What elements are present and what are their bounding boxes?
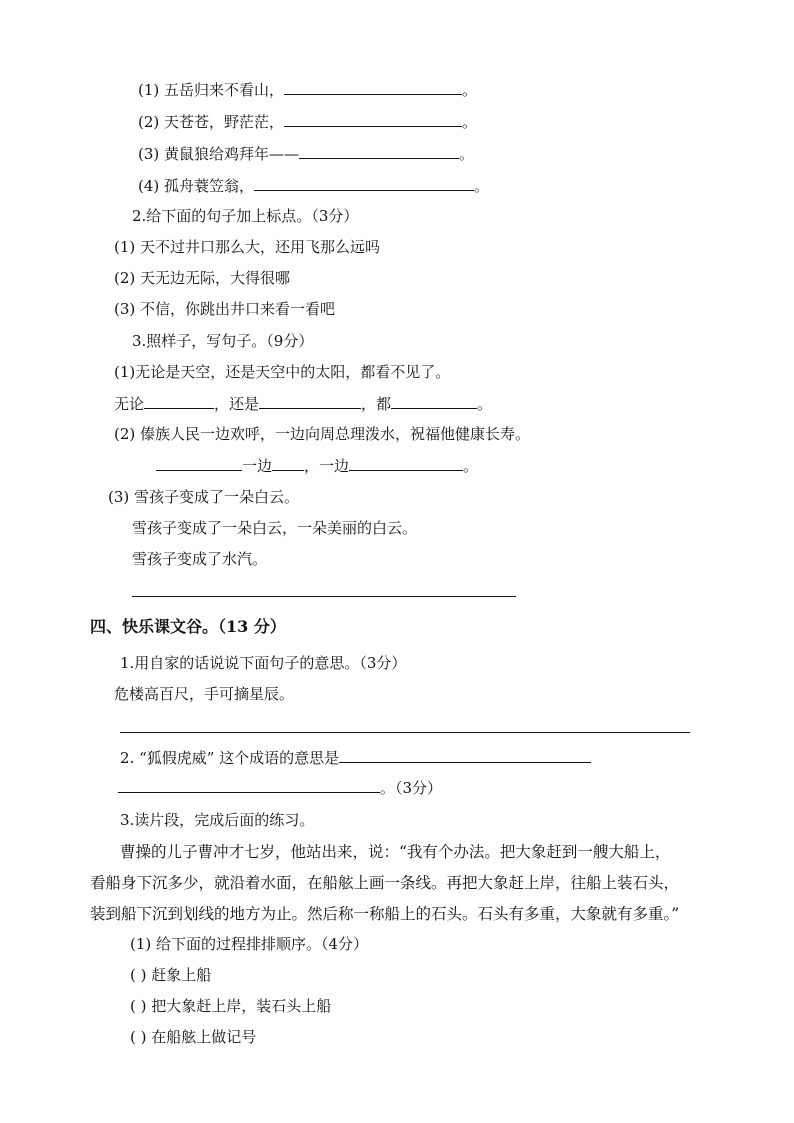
answer-blank[interactable] (299, 144, 459, 159)
q3-title: 3.照样子，写句子。（9分） (132, 332, 314, 350)
sec4-q3-title: 3.读片段，完成后面的练习。 (120, 811, 315, 829)
order-item[interactable]: ( ) 把大象赶上岸，装石头上船 (130, 997, 332, 1015)
answer-blank[interactable] (118, 778, 380, 793)
answer-blank[interactable] (259, 394, 361, 409)
order-item[interactable]: ( ) 赶象上船 (130, 966, 212, 984)
sub1-title: (1) 给下面的过程排排顺序。（4分） (130, 935, 369, 953)
passage-line: 看船身下沉多少，就沿着水面，在船舷上画一条线。再把大象赶上岸，往船上装石头， (90, 874, 680, 892)
sec4-q2: 2. “狐假虎威” 这个成语的意思是 (120, 748, 591, 768)
fill-line-1: (1) 五岳归来不看山， 。 (138, 81, 478, 99)
q3-example-1: (1)无论是天空，还是天空中的太阳，都看不见了。 (114, 363, 451, 381)
q3-example-3-line-1: 雪孩子变成了一朵白云，一朵美丽的白云。 (132, 519, 418, 537)
passage-line: 曹操的儿子曹冲才七岁，他站出来，说：“我有个办法。把大象赶到一艘大船上， (120, 843, 671, 861)
passage-line: 装到船下沉到划线的地方为止。然后称一称船上的石头。石头有多重，大象就有多重。” (90, 905, 680, 923)
answer-blank[interactable] (339, 748, 591, 763)
q3-example-2: (2) 傣族人民一边欢呼，一边向周总理泼水，祝福他健康长寿。 (114, 425, 531, 443)
fill-line-4: (4) 孤舟蓑笠翁， 。 (138, 177, 490, 195)
answer-blank[interactable] (284, 112, 462, 127)
answer-blank[interactable] (349, 456, 463, 471)
answer-blank[interactable] (391, 394, 477, 409)
sec4-q2-cont: 。（3分） (118, 778, 442, 798)
answer-blank[interactable] (144, 394, 214, 409)
section-heading: 四、快乐课文谷。（13 分） (90, 617, 286, 636)
answer-blank[interactable] (284, 80, 462, 95)
answer-blank[interactable] (254, 176, 474, 191)
q3-example-3-line-2: 雪孩子变成了水汽。 (132, 550, 268, 568)
q2-item: (2) 天无边无际，大得很哪 (114, 269, 291, 287)
answer-line[interactable] (120, 732, 690, 733)
sec4-q1-title: 1.用自家的话说说下面句子的意思。（3分） (120, 654, 407, 672)
answer-blank[interactable] (272, 456, 304, 471)
q2-item: (1) 天不过井口那么大，还用飞那么远吗 (114, 238, 381, 256)
fill-line-2: (2) 天苍苍，野茫茫， 。 (138, 113, 478, 131)
answer-line[interactable] (132, 596, 516, 597)
fill-line-3: (3) 黄鼠狼给鸡拜年—— 。 (138, 145, 475, 163)
answer-blank[interactable] (156, 456, 242, 471)
q3-fill-1: 无论 ，还是 ，都 。 (114, 395, 493, 413)
q2-title: 2.给下面的句子加上标点。（3分） (132, 207, 359, 225)
order-item[interactable]: ( ) 在船舷上做记号 (130, 1028, 257, 1046)
q2-item: (3) 不信，你跳出井口来看一看吧 (114, 300, 336, 318)
sec4-q1-text: 危楼高百尺，手可摘星辰。 (114, 685, 295, 703)
q3-example-3: (3) 雪孩子变成了一朵白云。 (108, 488, 300, 506)
q3-fill-2: 一边 ，一边 。 (156, 456, 478, 476)
